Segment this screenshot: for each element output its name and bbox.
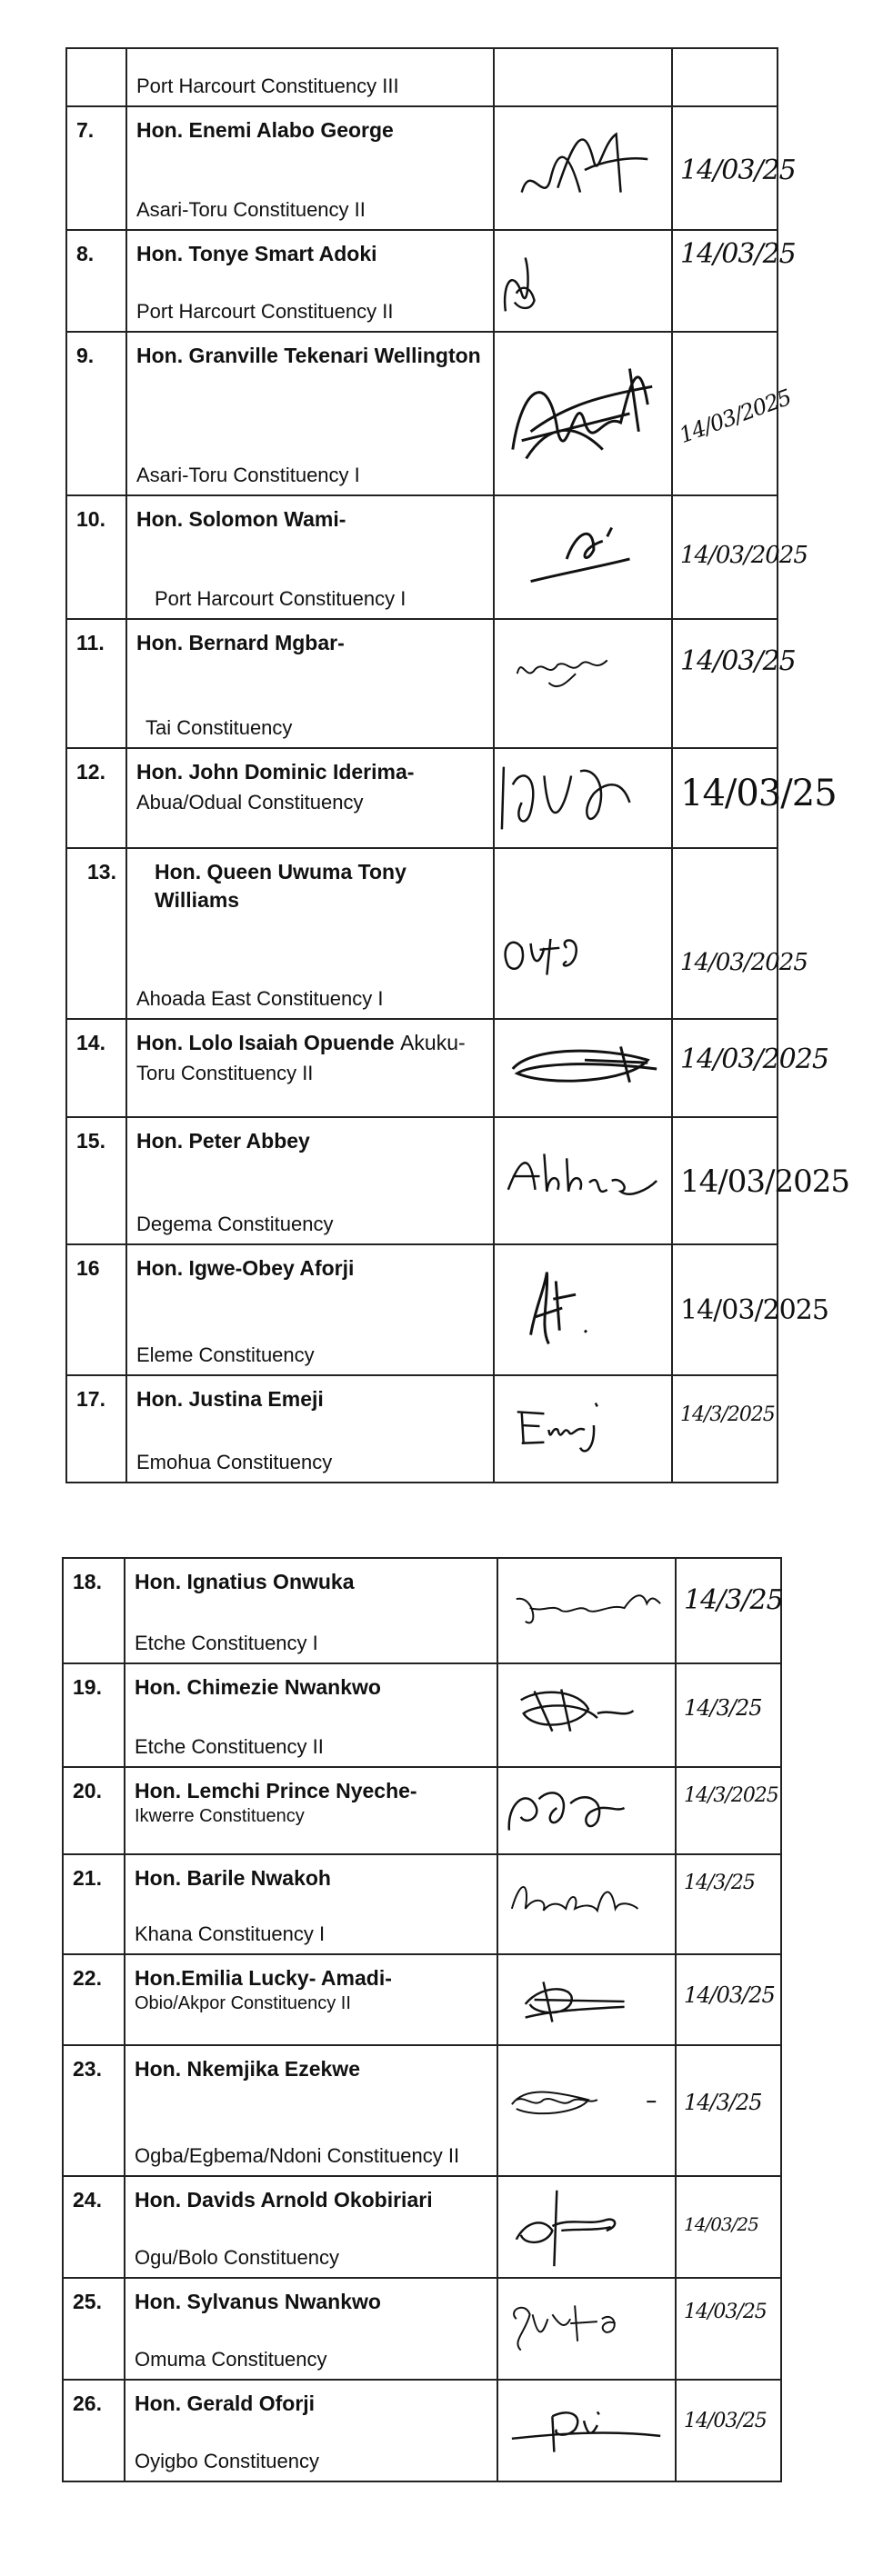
signature-cell: [494, 848, 672, 1019]
table-row: [66, 230, 778, 332]
constituency: Ogba/Egbema/Ndoni Constituency II: [135, 2143, 460, 2167]
table-row: [63, 2380, 781, 2481]
signature-mark: [495, 1118, 671, 1243]
member-name: Hon. Ignatius Onwuka: [135, 1570, 355, 1593]
date-text: 14/3/25: [684, 1872, 755, 1894]
date-text: 14/03/25: [680, 773, 837, 814]
member-cell: [125, 1767, 497, 1854]
signature-cell: [497, 2176, 676, 2278]
row-number: 20.: [63, 1767, 125, 1854]
table-row: [66, 332, 778, 495]
constituency: Port Harcourt Constituency II: [136, 299, 394, 323]
row-number: 17.: [66, 1375, 126, 1483]
constituency: Ogu/Bolo Constituency: [135, 2245, 340, 2269]
date-text: 14/03/2025: [680, 542, 808, 569]
constituency: Omuma Constituency: [135, 2347, 327, 2371]
member-name: Hon. Granville Tekenari Wellington: [136, 344, 481, 367]
row-number: 13.: [66, 848, 126, 1019]
member-cell: [126, 1375, 494, 1483]
attendance-table-2: [62, 1557, 782, 2482]
date-cell: [672, 495, 808, 619]
constituency: Oyigbo Constituency: [135, 2449, 319, 2472]
member-name: Hon. Davids Arnold Okobiriari: [135, 2188, 433, 2212]
constituency: Emohua Constituency: [136, 1450, 333, 1473]
table-row: [63, 1558, 781, 1663]
signature-cell: [497, 1854, 676, 1954]
member-name: Hon. Queen Uwuma Tony Williams: [155, 860, 406, 913]
signature-cell: [497, 1954, 676, 2045]
member-cell: [126, 48, 494, 106]
date-text: 14/03/25: [684, 2301, 767, 2323]
signature-cell: [494, 230, 672, 332]
member-cell: [126, 495, 494, 619]
row-number: 12.: [66, 748, 126, 848]
member-cell: [125, 1558, 497, 1663]
signature-cell: [497, 1767, 676, 1854]
signature-cell: [494, 106, 672, 230]
member-name: Hon. John Dominic Iderima-: [136, 760, 415, 784]
member-name: Hon. Nkemjika Ezekwe: [135, 2057, 360, 2081]
table-row: [66, 619, 778, 748]
member-cell: [126, 332, 494, 495]
row-number: 10.: [66, 495, 126, 619]
date-text: 14/3/25: [684, 1695, 762, 1721]
signature-mark: [498, 2046, 675, 2175]
member-name: Hon. Tonye Smart Adoki: [136, 242, 377, 265]
member-name: Hon. Lolo Isaiah Opuende: [136, 1031, 395, 1054]
member-name: Hon. Enemi Alabo George: [136, 118, 394, 142]
constituency: Ikwerre Constituency: [135, 1806, 305, 1827]
member-name: Hon. Sylvanus Nwankwo: [135, 2290, 381, 2313]
table-row: [66, 1375, 778, 1483]
signature-mark: [498, 1955, 675, 2044]
row-number: [66, 48, 126, 106]
table-row: [66, 1244, 778, 1375]
signature-cell: [497, 2278, 676, 2380]
row-number: 18.: [63, 1558, 125, 1663]
date-cell: [672, 848, 808, 1019]
date-cell: [676, 2045, 781, 2176]
member-name: Hon. Chimezie Nwankwo: [135, 1675, 381, 1699]
constituency: Obio/Akpor Constituency II: [135, 1993, 351, 2014]
member-cell: [126, 230, 494, 332]
row-number: 22.: [63, 1954, 125, 2045]
signature-cell: [497, 1663, 676, 1767]
signature-mark: [495, 1020, 671, 1116]
date-cell: [676, 1767, 781, 1854]
date-cell: [672, 230, 796, 332]
constituency: Degema Constituency: [136, 1212, 334, 1235]
date-cell: [672, 748, 837, 848]
date-cell: [672, 106, 796, 230]
signature-mark: [495, 749, 671, 847]
constituency: Ahoada East Constituency I: [136, 986, 384, 1010]
signature-mark: [495, 107, 671, 229]
member-name-continuation: Akuku-: [400, 1031, 466, 1054]
signature-cell: [494, 748, 672, 848]
signature-cell: [494, 1244, 672, 1375]
date-cell: [672, 332, 795, 495]
table-row: [66, 748, 778, 848]
row-number: 11.: [66, 619, 126, 748]
date-text: 14/03/2025: [680, 949, 808, 976]
table-row: [63, 2045, 781, 2176]
member-cell: [126, 748, 494, 848]
row-number: 14.: [66, 1019, 126, 1117]
constituency: Abua/Odual Constituency: [136, 791, 364, 814]
signature-mark: [498, 1664, 675, 1766]
member-cell: [125, 2176, 497, 2278]
constituency: Asari-Toru Constituency II: [136, 197, 366, 221]
date-cell: [676, 1954, 781, 2045]
member-cell: [126, 848, 494, 1019]
signature-cell: [494, 1117, 672, 1244]
table-row: [66, 1019, 778, 1117]
date-cell: [676, 2380, 781, 2481]
signature-mark: [498, 2279, 675, 2379]
row-number: 15.: [66, 1117, 126, 1244]
date-cell: [676, 1558, 781, 1663]
table-row: [66, 848, 778, 1019]
signature-cell: [494, 619, 672, 748]
date-text: 14/03/2025: [680, 1294, 828, 1326]
constituency: Toru Constituency II: [136, 1062, 314, 1085]
row-number: 9.: [66, 332, 126, 495]
table-row: [66, 495, 778, 619]
row-number: 19.: [63, 1663, 125, 1767]
signature-cell: [494, 48, 672, 106]
date-cell: [672, 1019, 828, 1117]
date-cell: [672, 619, 796, 748]
row-number: 7.: [66, 106, 126, 230]
signature-mark: [498, 2381, 675, 2481]
row-number: 26.: [63, 2380, 125, 2481]
row-number: 24.: [63, 2176, 125, 2278]
row-number: 21.: [63, 1854, 125, 1954]
date-text: 14/03/25: [680, 155, 796, 186]
signature-mark: [495, 1245, 671, 1374]
constituency: Tai Constituency: [145, 715, 293, 739]
signature-mark: [495, 496, 671, 618]
signature-mark: [495, 333, 671, 494]
member-cell: [125, 2045, 497, 2176]
signature-mark: [498, 2177, 675, 2277]
signature-mark: [495, 849, 671, 1018]
date-text: 14/03/25: [684, 2410, 767, 2432]
member-cell: [125, 2380, 497, 2481]
signature-cell: [494, 1019, 672, 1117]
signature-cell: [494, 1375, 672, 1483]
table-row: [63, 2278, 781, 2380]
constituency: Port Harcourt Constituency III: [136, 74, 399, 97]
table-row: [63, 1663, 781, 1767]
member-cell: [126, 619, 494, 748]
table-row: [63, 2176, 781, 2278]
signature-mark: [498, 1559, 675, 1662]
attendance-table-1: [65, 47, 849, 1483]
signature-cell: [494, 495, 672, 619]
member-cell: [126, 1019, 494, 1117]
date-text: 14/03/25: [680, 645, 796, 677]
signature-mark: [495, 620, 671, 747]
constituency: Etche Constituency II: [135, 1734, 324, 1758]
signature-cell: [494, 332, 672, 495]
date-text: 14/03/2025: [680, 1043, 828, 1075]
row-number: 23.: [63, 2045, 125, 2176]
table-row: [66, 106, 778, 230]
signature-cell: [497, 1558, 676, 1663]
date-text: 14/03/25: [680, 238, 796, 270]
row-number: 25.: [63, 2278, 125, 2380]
date-cell: [672, 1244, 828, 1375]
date-cell: [672, 1117, 849, 1244]
constituency: Asari-Toru Constituency I: [136, 463, 360, 486]
constituency: Port Harcourt Constituency I: [155, 586, 406, 610]
member-name: Hon. Peter Abbey: [136, 1129, 310, 1153]
signature-cell: [497, 2045, 676, 2176]
member-name: Hon. Bernard Mgbar-: [136, 631, 345, 654]
table-row: [63, 1954, 781, 2045]
date-text: 14/03/25: [684, 2213, 758, 2235]
member-cell: [125, 2278, 497, 2380]
date-cell: [672, 48, 778, 106]
member-name: Hon. Barile Nwakoh: [135, 1866, 331, 1890]
date-text: 14/3/25: [684, 1584, 783, 1616]
date-text: 14/3/2025: [680, 1403, 775, 1426]
member-name: Hon. Justina Emeji: [136, 1387, 324, 1411]
member-cell: [125, 1854, 497, 1954]
table-row: [63, 1767, 781, 1854]
constituency: Etche Constituency I: [135, 1631, 318, 1654]
constituency: Khana Constituency I: [135, 1922, 326, 1945]
signature-mark: [495, 231, 671, 331]
member-cell: [126, 106, 494, 230]
date-text: 14/3/2025: [684, 1784, 778, 1807]
table-row: [66, 1117, 778, 1244]
member-cell: [126, 1117, 494, 1244]
row-number: 8.: [66, 230, 126, 332]
signature-cell: [497, 2380, 676, 2481]
date-cell: [676, 1663, 781, 1767]
date-text: 14/03/2025: [676, 384, 795, 449]
signature-mark: [498, 1855, 675, 1953]
member-name: Hon. Gerald Oforji: [135, 2391, 316, 2415]
table-row: [63, 1854, 781, 1954]
signature-mark: [495, 1376, 671, 1482]
member-name: Hon.Emilia Lucky- Amadi-: [135, 1966, 392, 1990]
date-cell: [676, 1854, 781, 1954]
signature-mark: [498, 1768, 675, 1853]
row-number: 16: [66, 1244, 126, 1375]
member-cell: [125, 1663, 497, 1767]
member-name: Hon. Solomon Wami-: [136, 507, 346, 531]
date-cell: [672, 1375, 778, 1483]
member-name: Hon. Igwe-Obey Aforji: [136, 1256, 355, 1280]
date-text: 14/3/25: [684, 2090, 762, 2115]
date-text: 14/03/2025: [680, 1163, 849, 1200]
date-text: 14/03/25: [684, 1982, 775, 2008]
date-cell: [676, 2278, 781, 2380]
member-cell: [125, 1954, 497, 2045]
table-row: [66, 48, 778, 106]
constituency: Eleme Constituency: [136, 1343, 315, 1366]
member-cell: [126, 1244, 494, 1375]
member-name: Hon. Lemchi Prince Nyeche-: [135, 1779, 417, 1802]
date-cell: [676, 2176, 781, 2278]
